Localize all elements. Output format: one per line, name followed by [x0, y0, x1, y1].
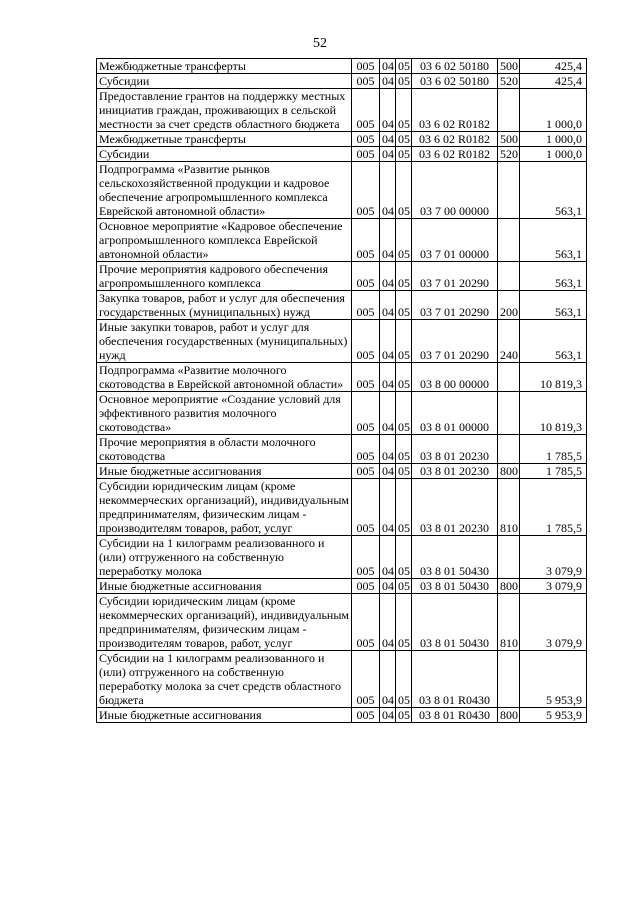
row-target-article-cell: 03 7 01 20290	[412, 320, 498, 363]
row-subsection-cell: 05	[396, 74, 412, 89]
row-expense-type-cell: 800	[498, 708, 520, 723]
row-target-article-cell: 03 7 01 00000	[412, 219, 498, 262]
row-subsection-cell: 05	[396, 708, 412, 723]
row-name-cell: Прочие мероприятия в области молочного скотоводства	[97, 435, 352, 464]
row-grbs-cell: 005	[352, 320, 380, 363]
table-row	[97, 479, 587, 536]
row-grbs-cell: 005	[352, 435, 380, 464]
table-row	[97, 132, 587, 147]
row-amount-cell: 10 819,3	[520, 392, 587, 435]
row-name-cell: Иные закупки товаров, работ и услуг для обеспечения государственных (муниципальных) нужд	[97, 320, 352, 363]
row-grbs-cell: 005	[352, 132, 380, 147]
row-name-cell: Субсидии	[97, 147, 352, 162]
row-expense-type-cell: 200	[498, 291, 520, 320]
row-name-cell: Субсидии юридическим лицам (кроме некоммерческих организаций), индивидуальным предпринимателям, физическим лицам - производителям товаров, работ, услуг	[97, 479, 352, 536]
table-row	[97, 708, 587, 723]
row-name-cell: Межбюджетные трансферты	[97, 132, 352, 147]
row-target-article-cell: 03 6 02 50180	[412, 74, 498, 89]
row-amount-cell: 5 953,9	[520, 708, 587, 723]
row-grbs-cell: 005	[352, 219, 380, 262]
row-section-cell: 04	[380, 479, 396, 536]
row-target-article-cell: 03 8 00 00000	[412, 363, 498, 392]
row-expense-type-cell	[498, 162, 520, 219]
row-amount-cell: 1 785,5	[520, 479, 587, 536]
row-section-cell: 04	[380, 708, 396, 723]
row-section-cell: 04	[380, 132, 396, 147]
row-subsection-cell: 05	[396, 132, 412, 147]
row-expense-type-cell	[498, 219, 520, 262]
row-subsection-cell: 05	[396, 579, 412, 594]
row-name-cell: Закупка товаров, работ и услуг для обеспечения государственных (муниципальных) нужд	[97, 291, 352, 320]
table-row	[97, 363, 587, 392]
row-section-cell: 04	[380, 74, 396, 89]
row-amount-cell: 5 953,9	[520, 651, 587, 708]
row-target-article-cell: 03 6 02 R0182	[412, 89, 498, 132]
row-expense-type-cell	[498, 651, 520, 708]
table-row	[97, 435, 587, 464]
row-amount-cell: 1 000,0	[520, 147, 587, 162]
row-expense-type-cell	[498, 435, 520, 464]
table-row	[97, 219, 587, 262]
row-amount-cell: 563,1	[520, 262, 587, 291]
row-section-cell: 04	[380, 147, 396, 162]
row-target-article-cell: 03 8 01 50430	[412, 579, 498, 594]
row-subsection-cell: 05	[396, 479, 412, 536]
row-subsection-cell: 05	[396, 219, 412, 262]
row-name-cell: Субсидии на 1 килограмм реализованного и (или) отгруженного на собственную переработку молока	[97, 536, 352, 579]
row-expense-type-cell	[498, 536, 520, 579]
row-grbs-cell: 005	[352, 74, 380, 89]
table-row	[97, 262, 587, 291]
table-row	[97, 651, 587, 708]
table-row	[97, 594, 587, 651]
row-section-cell: 04	[380, 59, 396, 74]
row-expense-type-cell: 800	[498, 464, 520, 479]
row-subsection-cell: 05	[396, 147, 412, 162]
row-expense-type-cell: 500	[498, 132, 520, 147]
row-grbs-cell: 005	[352, 651, 380, 708]
budget-table	[96, 58, 587, 723]
row-grbs-cell: 005	[352, 479, 380, 536]
table-row	[97, 147, 587, 162]
table-row	[97, 291, 587, 320]
row-target-article-cell: 03 7 01 20290	[412, 291, 498, 320]
row-subsection-cell: 05	[396, 291, 412, 320]
row-expense-type-cell: 810	[498, 594, 520, 651]
table-row	[97, 392, 587, 435]
row-section-cell: 04	[380, 262, 396, 291]
row-target-article-cell: 03 8 01 20230	[412, 435, 498, 464]
row-subsection-cell: 05	[396, 594, 412, 651]
row-expense-type-cell	[498, 363, 520, 392]
row-target-article-cell: 03 8 01 00000	[412, 392, 498, 435]
row-amount-cell: 563,1	[520, 219, 587, 262]
row-amount-cell: 10 819,3	[520, 363, 587, 392]
row-expense-type-cell: 500	[498, 59, 520, 74]
row-target-article-cell: 03 6 02 R0182	[412, 147, 498, 162]
row-subsection-cell: 05	[396, 363, 412, 392]
row-subsection-cell: 05	[396, 536, 412, 579]
table-row	[97, 162, 587, 219]
row-section-cell: 04	[380, 219, 396, 262]
row-section-cell: 04	[380, 363, 396, 392]
row-grbs-cell: 005	[352, 579, 380, 594]
row-grbs-cell: 005	[352, 536, 380, 579]
row-target-article-cell: 03 8 01 50430	[412, 536, 498, 579]
row-expense-type-cell: 240	[498, 320, 520, 363]
row-name-cell: Основное мероприятие «Кадровое обеспечение агропромышленного комплекса Еврейской автономной области»	[97, 219, 352, 262]
row-name-cell: Субсидии юридическим лицам (кроме некоммерческих организаций), индивидуальным предпринимателям, физическим лицам - производителям товаров, работ, услуг	[97, 594, 352, 651]
row-amount-cell: 425,4	[520, 59, 587, 74]
row-expense-type-cell	[498, 89, 520, 132]
row-target-article-cell: 03 8 01 20230	[412, 464, 498, 479]
row-name-cell: Прочие мероприятия кадрового обеспечения агропромышленного комплекса	[97, 262, 352, 291]
row-grbs-cell: 005	[352, 594, 380, 651]
row-grbs-cell: 005	[352, 291, 380, 320]
row-amount-cell: 425,4	[520, 74, 587, 89]
row-name-cell: Субсидии	[97, 74, 352, 89]
row-grbs-cell: 005	[352, 708, 380, 723]
row-subsection-cell: 05	[396, 392, 412, 435]
row-target-article-cell: 03 8 01 20230	[412, 479, 498, 536]
row-name-cell: Межбюджетные трансферты	[97, 59, 352, 74]
row-grbs-cell: 005	[352, 162, 380, 219]
page-number: 52	[313, 36, 327, 51]
row-grbs-cell: 005	[352, 363, 380, 392]
row-section-cell: 04	[380, 579, 396, 594]
row-name-cell: Подпрограмма «Развитие рынков сельскохозяйственной продукции и кадровое обеспечение агропромышленного комплекса Еврейской автономной области»	[97, 162, 352, 219]
row-subsection-cell: 05	[396, 464, 412, 479]
row-subsection-cell: 05	[396, 89, 412, 132]
budget-table-body	[97, 59, 587, 723]
row-expense-type-cell	[498, 262, 520, 291]
row-grbs-cell: 005	[352, 147, 380, 162]
row-section-cell: 04	[380, 594, 396, 651]
row-name-cell: Иные бюджетные ассигнования	[97, 464, 352, 479]
row-expense-type-cell: 800	[498, 579, 520, 594]
row-grbs-cell: 005	[352, 89, 380, 132]
row-grbs-cell: 005	[352, 262, 380, 291]
row-section-cell: 04	[380, 464, 396, 479]
row-target-article-cell: 03 6 02 50180	[412, 59, 498, 74]
table-row	[97, 579, 587, 594]
row-grbs-cell: 005	[352, 392, 380, 435]
row-target-article-cell: 03 8 01 50430	[412, 594, 498, 651]
row-section-cell: 04	[380, 536, 396, 579]
row-grbs-cell: 005	[352, 464, 380, 479]
row-amount-cell: 3 079,9	[520, 594, 587, 651]
row-amount-cell: 563,1	[520, 291, 587, 320]
row-section-cell: 04	[380, 651, 396, 708]
row-amount-cell: 563,1	[520, 320, 587, 363]
row-section-cell: 04	[380, 162, 396, 219]
table-row	[97, 536, 587, 579]
row-subsection-cell: 05	[396, 262, 412, 291]
row-subsection-cell: 05	[396, 320, 412, 363]
row-name-cell: Субсидии на 1 килограмм реализованного и (или) отгруженного на собственную переработку молока за счет средств областного бюджета	[97, 651, 352, 708]
row-expense-type-cell: 520	[498, 74, 520, 89]
row-grbs-cell: 005	[352, 59, 380, 74]
row-section-cell: 04	[380, 392, 396, 435]
row-subsection-cell: 05	[396, 651, 412, 708]
row-amount-cell: 1 000,0	[520, 89, 587, 132]
row-target-article-cell: 03 6 02 R0182	[412, 132, 498, 147]
table-row	[97, 320, 587, 363]
row-section-cell: 04	[380, 291, 396, 320]
table-row	[97, 74, 587, 89]
row-section-cell: 04	[380, 435, 396, 464]
row-name-cell: Основное мероприятие «Создание условий для эффективного развития молочного скотоводства»	[97, 392, 352, 435]
row-section-cell: 04	[380, 89, 396, 132]
row-name-cell: Подпрограмма «Развитие молочного скотоводства в Еврейской автономной области»	[97, 363, 352, 392]
row-expense-type-cell	[498, 392, 520, 435]
table-row	[97, 89, 587, 132]
table-row	[97, 59, 587, 74]
row-target-article-cell: 03 8 01 R0430	[412, 708, 498, 723]
row-amount-cell: 1 000,0	[520, 132, 587, 147]
row-subsection-cell: 05	[396, 59, 412, 74]
table-row	[97, 464, 587, 479]
row-amount-cell: 1 785,5	[520, 435, 587, 464]
row-section-cell: 04	[380, 320, 396, 363]
row-amount-cell: 3 079,9	[520, 536, 587, 579]
row-name-cell: Иные бюджетные ассигнования	[97, 708, 352, 723]
row-expense-type-cell: 520	[498, 147, 520, 162]
row-name-cell: Иные бюджетные ассигнования	[97, 579, 352, 594]
row-name-cell: Предоставление грантов на поддержку местных инициатив граждан, проживающих в сельской местности за счет средств областного бюджета	[97, 89, 352, 132]
row-target-article-cell: 03 7 01 20290	[412, 262, 498, 291]
row-target-article-cell: 03 8 01 R0430	[412, 651, 498, 708]
row-amount-cell: 3 079,9	[520, 579, 587, 594]
row-subsection-cell: 05	[396, 435, 412, 464]
row-expense-type-cell: 810	[498, 479, 520, 536]
row-amount-cell: 563,1	[520, 162, 587, 219]
row-subsection-cell: 05	[396, 162, 412, 219]
row-target-article-cell: 03 7 00 00000	[412, 162, 498, 219]
row-amount-cell: 1 785,5	[520, 464, 587, 479]
